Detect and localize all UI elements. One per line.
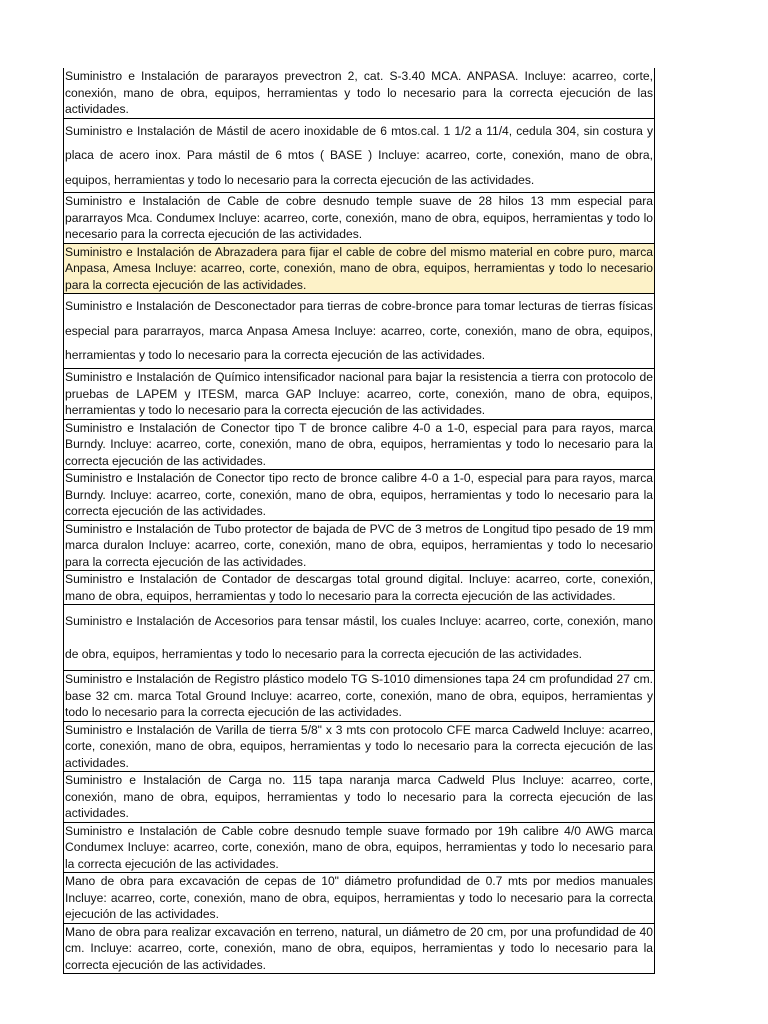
table-row: Suministro e Instalación de Conector tipo T de bronce calibre 4-0 a 1-0, especial para para rayos, marca Burndy. Incluye: acarreo, corte, conexión, mano de obra, equipos, herramientas y todo lo necesario para la correcta ejecución de las actividades. bbox=[65, 420, 653, 468]
table-row: Mano de obra para realizar excavación en terreno, natural, un diámetro de 20 cm, por una profundidad de 40 cm. Incluye: acarreo, corte, conexión, mano de obra, equipos, herramientas y todo lo necesario para la correcta ejecución de las actividades. bbox=[65, 924, 653, 972]
table-row: Suministro e Instalación de Conector tipo recto de bronce calibre 4-0 a 1-0, especial para para rayos, marca Burndy. Incluye: acarreo, corte, conexión, mano de obra, equipos, herramientas y todo lo necesario para la correcta ejecución de las actividades. bbox=[65, 471, 653, 519]
table-row: Suministro e Instalación de Carga no. 115 tapa naranja marca Cadweld Plus Incluye: acarreo, corte, conexión, mano de obra, equipos, herramientas y todo lo necesario para la correcta ejecución de las actividades. bbox=[65, 773, 653, 821]
concept-table bbox=[63, 68, 655, 974]
table-row: Suministro e Instalación de Registro plástico modelo TG S-1010 dimensiones tapa 24 cm profundidad 27 cm. base 32 cm. marca Total Ground Incluye: acarreo, corte, conexión, mano de obra, equipos, herramientas y todo lo necesario para la correcta ejecución de las actividades. bbox=[65, 672, 653, 720]
table-row: Suministro e Instalación de Químico intensificador nacional para bajar la resistencia a tierra con protocolo de pruebas de LAPEM y ITESM, marca GAP Incluye: acarreo, corte, conexión, mano de obra, equipos, herramientas y todo lo necesario para la correcta ejecución de las actividades. bbox=[65, 370, 653, 418]
table-row: Suministro e Instalación de Cable de cobre desnudo temple suave de 28 hilos 13 mm especial para pararrayos Mca. Condumex Incluye: acarreo, corte, conexión, mano de obra, equipos, herramientas y todo lo necesario para la correcta ejecución de las actividades. bbox=[65, 194, 653, 242]
table-row: Mano de obra para excavación de cepas de 10" diámetro profundidad de 0.7 mts por medios manuales Incluye: acarreo, corte, conexión, mano de obra, equipos, herramientas y todo lo necesario para la correcta ejecución de las actividades. bbox=[65, 874, 653, 922]
table-row: Suministro e Instalación de pararayos prevectron 2, cat. S-3.40 MCA. ANPASA. Incluye: acarreo, corte, conexión, mano de obra, equipos, herramientas y todo lo necesario para la correcta ejecución de las actividades. bbox=[65, 69, 653, 116]
table-row: Suministro e Instalación de Desconectador para tierras de cobre-bronce para tomar lecturas de tierras físicas especial para pararrayos, marca Anpasa Amesa Incluye: acarreo, corte, conexión, mano de obra, equipos, herramientas y todo lo necesario para la correcta ejecución de las actividades. bbox=[64, 293, 654, 368]
table-row: Suministro e Instalación de Tubo protector de bajada de PVC de 3 metros de Longitud tipo pesado de 19 mm marca duralon Incluye: acarreo, corte, conexión, mano de obra, equipos, herramientas y todo lo necesario para la correcta ejecución de las actividades. bbox=[65, 521, 653, 569]
table-row: Suministro e Instalación de Contador de descargas total ground digital. Incluye: acarreo, corte, conexión, mano de obra, equipos, herramientas y todo lo necesario para la correcta ejecución de las actividades. bbox=[65, 572, 653, 603]
table-row: Suministro e Instalación de Accesorios para tensar mástil, los cuales Incluye: acarreo, corte, conexión, mano de obra, equipos, herramientas y todo lo necesario para la correcta ejecución de las actividades. bbox=[64, 604, 654, 670]
table-row: Suministro e Instalación de Cable cobre desnudo temple suave formado por 19h calibre 4/0 AWG marca Condumex Incluye: acarreo, corte, conexión, mano de obra, equipos, herramientas y todo lo necesario para la correcta ejecución de las actividades. bbox=[65, 823, 653, 871]
table-row: Suministro e Instalación de Varilla de tierra 5/8" x 3 mts con protocolo CFE marca Cadweld Incluye: acarreo, corte, conexión, mano de obra, equipos, herramientas y todo lo necesario para la correcta ejecución de las actividades. bbox=[65, 722, 653, 770]
table-row-highlighted: Suministro e Instalación de Abrazadera para fijar el cable de cobre del mismo material en cobre puro, marca Anpasa, Amesa Incluye: acarreo, corte, conexión, mano de obra, equipos, herramientas y todo lo necesario para la correcta ejecución de las actividades. bbox=[65, 244, 653, 292]
table-row: Suministro e Instalación de Mástil de acero inoxidable de 6 mtos.cal. 1 1/2 a 11/4, cedula 304, sin costura y placa de acero inox. Para mástil de 6 mtos ( BASE ) Incluye: acarreo, corte, conexión, mano de obra, equipos, herramientas y todo lo necesario para la correcta ejecución de las actividades. bbox=[64, 118, 654, 193]
